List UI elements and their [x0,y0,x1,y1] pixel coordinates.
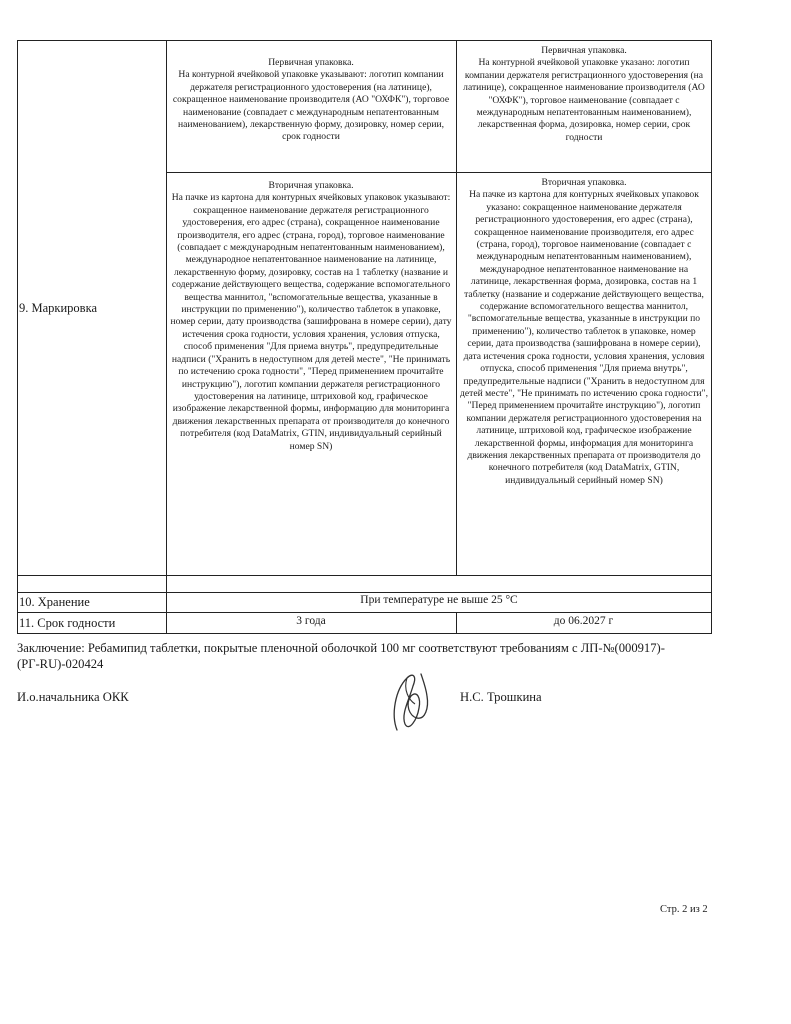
table-border-right [711,40,712,633]
cell-primary-left-title: Первичная упаковка. [268,57,354,68]
cell-secondary-right-title: Вторичная упаковка. [541,177,627,188]
cell-secondary-left-title: Вторичная упаковка. [268,180,354,191]
signature-name: Н.С. Трошкина [460,690,542,704]
table-rule-primary-secondary [166,172,712,173]
cell-primary-left-text: На контурной ячейковой упаковке указывают: логотип компании держателя регистрационного удостоверения (на латинице), сокращенное наименование производителя (АО "ОХФК"), торговое наименование (совпадает с международным непатентованным наименованием), лекарственную форму, дозировку, номер серии, срок годности [172,69,450,143]
cell-primary-left [170,57,452,144]
table-rule-storage [17,612,712,613]
cell-primary-right [459,45,709,144]
table-rule-empty-row [17,592,712,593]
shelf-life-value-right: до 06.2027 г [553,615,614,627]
page-number: Стр. 2 из 2 [660,904,708,915]
storage-value: При температуре не выше 25 °С [360,594,518,606]
row-label-storage: 10. Хранение [19,595,90,609]
row-label-marking: 9. Маркировка [19,301,98,315]
cell-secondary-right [459,177,709,487]
cell-primary-right-text: На контурной ячейковой упаковке указано: логотип компании держателя регистрационного удостоверения (на латинице), сокращенное наименование производителя (АО "ОХФК"), торговое наименование (совпадает с международным непатентованным наименованием), лекарственная форма, дозировка, номер серии, срок годности [463,57,705,143]
signature-position: И.о.начальника ОКК [17,690,129,704]
cell-secondary-right-text: На пачке из картона для контурных ячейковых упаковок указано: сокращенное наименование держателя регистрационного удостоверения, его адрес (страна), сокращенное наименование производителя, его адрес (страна, город), торговое наименование (совпадает с международным непатентованным наименованием), международное непатентованное наименование на латинице, лекарственная форма, дозировка, состав на 1 таблетку (название и содержание действующего вещества, содержание вспомогательного вещества маннитол, "вспомогательные вещества, указанные в инструкции по применению"), количество таблеток в упаковке, номер серии, дата производства (зашифрована в номере серии), дата истечения срока годности, условия хранения, условия отпуска, способ применения "Для приема внутрь", предупредительные надписи ("Хранить в недоступном для детей месте", "Не принимать по истечению срока годности", "Перед применением прочитайте инструкцию"), логотип компании держателя регистрационного удостоверения на латинице, штриховой код, графическое изображение лекарственной формы, информация для мониторинга движения лекарственных препарата от производителя до конечного потребителя (код DataMatrix, GTIN, индивидуальный серийный номер SN) [460,189,708,486]
row-label-shelf-life: 11. Срок годности [19,616,116,630]
table-rule-marking-end [17,575,712,576]
cell-secondary-left-text: На пачке из картона для контурных ячейковых упаковок указывают: сокращенное наименование держателя регистрационного удостоверения, его адрес (страна), сокращенное наименование производителя, его адрес (страна, город), торговое наименование (совпадает с международным непатентованным наименованием), международное непатентованное наименование на латинице, лекарственную форму, дозировку, состав на 1 таблетку (название и содержание действующего вещества, содержание вспомогательного вещества маннитол, "вспомогательные вещества, указанные в инструкции по применению"), количество таблеток в упаковке, номер серии, дату производства (зашифрована в номере серии), дату истечения срока годности, условия хранения, условия отпуска, способ применения "Для приема внутрь", предупредительные надписи ("Хранить в недоступном для детей месте", "Не принимать по истечению срока годности", "Перед применением прочитайте инструкцию"), логотип компании держателя регистрационного удостоверения на латинице, штриховой код, графическое изображение лекарственной формы, информацию для мониторинга движения лекарственных препарата от производителя до конечного потребителя (код DataMatrix, GTIN, индивидуальный серийный номер SN) [170,192,452,452]
table-divider-label [166,40,167,633]
table-border-left [17,40,18,633]
table-border-bottom [17,633,712,634]
shelf-life-value-left: 3 года [296,615,326,627]
table-divider-middle [456,40,457,575]
conclusion-text: Заключение: Ребамипид таблетки, покрытые пленочной оболочкой 100 мг соответствуют требованиям с ЛП-№(000917)-(РГ-RU)-020424 [17,641,665,671]
table-border-top [17,40,712,41]
cell-primary-right-title: Первичная упаковка. [541,45,627,56]
handwritten-signature [383,660,443,740]
cell-secondary-left [170,180,452,453]
